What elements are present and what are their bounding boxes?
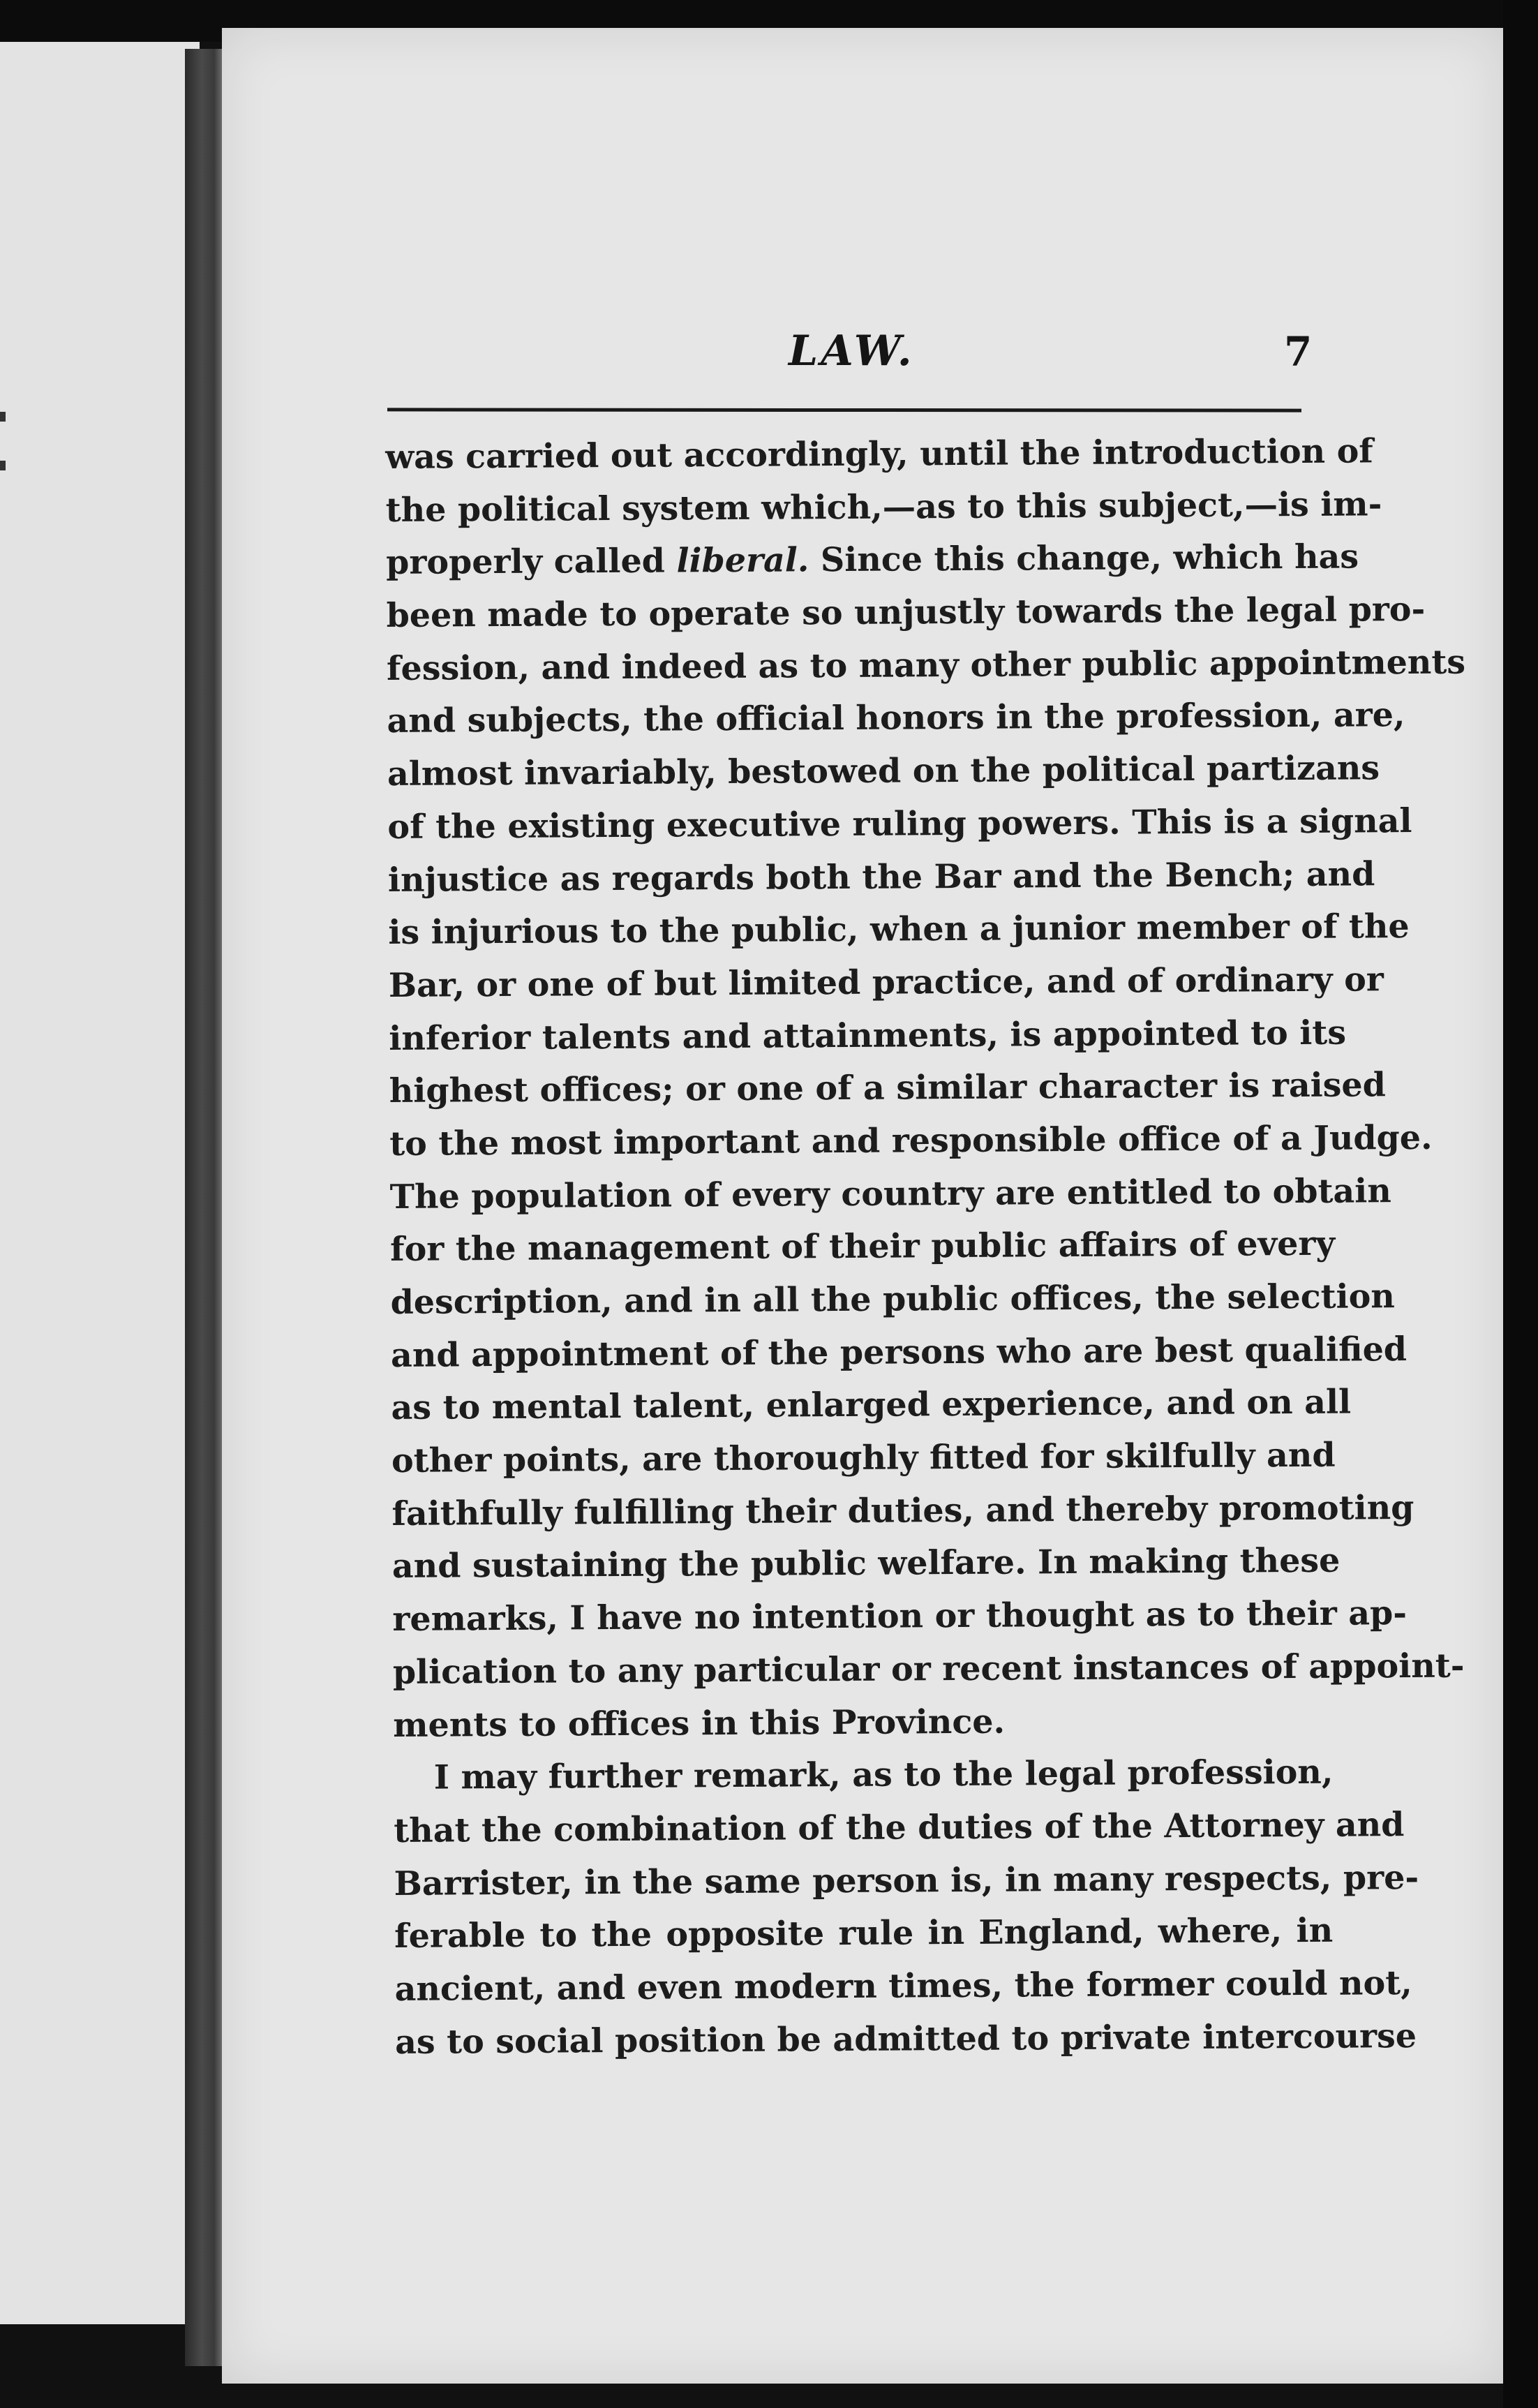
text-line: and appointment of the persons who are best qualified bbox=[390, 1329, 1408, 1375]
text-line bbox=[385, 531, 1359, 590]
text-line: description, and in all the public offices, the selection bbox=[390, 1277, 1396, 1322]
text-line: injustice as regards both the Bar and the Bench; and bbox=[387, 854, 1375, 900]
text-line: was carried out accordingly, until the introduction of bbox=[385, 431, 1373, 477]
facing-page-mark bbox=[0, 412, 6, 422]
italic-word: liberal. bbox=[676, 540, 809, 581]
book-gutter bbox=[185, 49, 227, 2366]
text-line: highest offices; or one of a similar character is raised bbox=[389, 1065, 1387, 1111]
text-segment: properly called bbox=[385, 541, 677, 583]
text-line: and sustaining the public welfare. In making these bbox=[391, 1541, 1341, 1586]
text-line: that the combination of the duties of the Attorney and bbox=[394, 1804, 1405, 1850]
text-line: as to mental talent, enlarged experience, and on all bbox=[391, 1382, 1352, 1428]
text-line: faithfully fulfilling their duties, and thereby promoting bbox=[391, 1487, 1414, 1533]
text-line: ments to offices in this Province. bbox=[393, 1702, 1006, 1745]
text-line: The population of every country are entitled to obtain bbox=[389, 1170, 1391, 1217]
running-head: LAW. bbox=[789, 327, 915, 376]
text-line: ancient, and even modern times, the former could not, bbox=[394, 1963, 1412, 2009]
text-line: ferable to the opposite rule in England, where, in bbox=[394, 1910, 1334, 1956]
text-line: been made to operate so unjustly towards the legal pro- bbox=[386, 589, 1426, 636]
text-line: of the existing executive ruling powers. This is a signal bbox=[387, 801, 1412, 847]
facing-page-edge bbox=[0, 42, 200, 2324]
text-line: the political system which,—as to this subject,—is im- bbox=[385, 484, 1382, 530]
text-line: Bar, or one of but limited practice, and of ordinary or bbox=[388, 960, 1384, 1005]
facing-page-mark bbox=[0, 461, 6, 470]
body-text bbox=[385, 426, 1466, 2069]
text-line: for the management of their public affairs of every bbox=[389, 1224, 1336, 1270]
text-line: I may further remark, as to the legal profession, bbox=[433, 1752, 1334, 1797]
text-segment: Since this change, which has bbox=[809, 537, 1359, 580]
text-line: other points, are thoroughly fitted for skilfully and bbox=[391, 1435, 1336, 1481]
text-line: and subjects, the official honors in the profession, are, bbox=[387, 695, 1405, 741]
text-line: inferior talents and attainments, is appointed to its bbox=[389, 1013, 1347, 1058]
text-line: Barrister, in the same person is, in many respects, pre- bbox=[394, 1857, 1419, 1903]
text-line: almost invariably, bestowed on the political partizans bbox=[387, 748, 1380, 794]
text-line: is injurious to the public, when a junior member of the bbox=[388, 907, 1410, 953]
text-line: as to social position be admitted to private intercourse bbox=[394, 2016, 1417, 2062]
text-line: fession, and indeed as to many other public appointments bbox=[386, 642, 1466, 688]
text-line: to the most important and responsible office of a Judge. bbox=[389, 1117, 1433, 1164]
text-line: plication to any particular or recent instances of appoint- bbox=[392, 1646, 1465, 1692]
text-line: remarks, I have no intention or thought as to their ap- bbox=[392, 1593, 1408, 1640]
scan-right-border bbox=[1503, 0, 1538, 2408]
page-number: 7 bbox=[1284, 328, 1313, 376]
